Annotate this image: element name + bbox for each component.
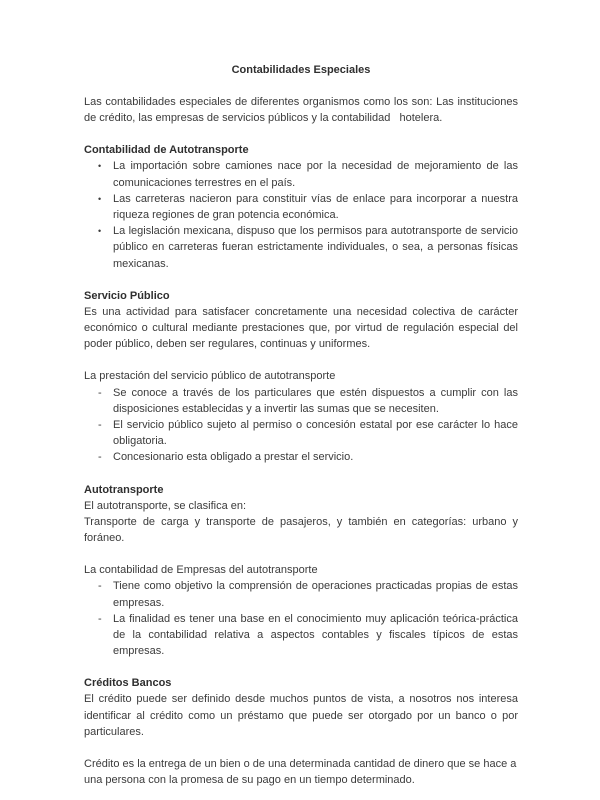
- page-title: Contabilidades Especiales: [231, 64, 371, 76]
- bullet-marker-icon: •: [98, 226, 102, 237]
- list-item-text: Las carreteras nacieron para constituir vías de enlace para incorporar a nuestra riqueza regiones de gran potencia económica.: [113, 192, 518, 222]
- section-autotransporte: [84, 482, 522, 660]
- list-item-text: Tiene como objetivo la comprensión de operaciones practicadas propias de estas empresas.: [113, 580, 518, 609]
- spacer: [84, 352, 518, 368]
- section-servicio-publico: [84, 288, 522, 466]
- dash-marker-icon: -: [98, 580, 102, 593]
- list-item-text: El servicio público sujeto al permiso o concesión estatal por ese carácter lo hace obligatoria.: [113, 419, 518, 448]
- list-item: [84, 158, 518, 190]
- dash-marker-icon: -: [98, 451, 102, 464]
- list-item: [84, 191, 518, 223]
- section-heading: Créditos Bancos: [84, 677, 172, 690]
- bullet-list-servicio-publico: [84, 385, 518, 466]
- section-heading: Contabilidad de Autotransporte: [84, 144, 249, 157]
- list-item-text: Concesionario esta obligado a prestar el servicio.: [113, 451, 354, 464]
- bullet-marker-icon: •: [98, 161, 102, 172]
- spacer: [84, 272, 518, 288]
- section-heading: Autotransporte: [84, 483, 164, 496]
- list-item-text: La legislación mexicana, dispuso que los permisos para autotransporte de servicio público en carreteras fueran estrictamente individuales, o sea, a personas físicas mexicanas.: [113, 225, 518, 270]
- section-paragraph: El crédito puede ser definido desde muchos puntos de vista, a nosotros nos interesa identificar al crédito como un préstamo que puede ser otorgado por un banco o por particulares.: [84, 693, 522, 738]
- section-heading: Servicio Público: [84, 289, 170, 302]
- bullet-marker-icon: •: [98, 193, 102, 204]
- spacer: [84, 546, 518, 562]
- list-item: [84, 449, 518, 465]
- list-intro-text: La prestación del servicio público de autotransporte: [84, 370, 336, 383]
- list-item-text: La finalidad es tener una base en el conocimiento muy aplicación teórica-práctica de la contabilidad relativa a aspectos contables y fiscales típicos de estas empresas.: [113, 612, 518, 658]
- list-item: [84, 223, 518, 272]
- section-creditos-bancos: [84, 675, 522, 788]
- spacer: [84, 659, 518, 675]
- bullet-list-empresas-autotransporte: [84, 578, 518, 659]
- intro-paragraph: Las contabilidades especiales de diferentes organismos como los son: Las instituciones de crédito, las empresas de servicios públicos y la contabilidad hotelera.: [84, 96, 522, 125]
- section-contabilidad-de-autotransporte: [84, 142, 518, 271]
- list-item: [84, 385, 518, 417]
- section-paragraph: Es una actividad para satisfacer concretamente una necesidad colectiva de carácter económico o cultural mediante prestaciones que, por virtud de regulación especial del poder público, deben ser regulares, continuas y uniformes.: [84, 305, 522, 351]
- dash-marker-icon: -: [98, 386, 102, 399]
- section-paragraph: El autotransporte, se clasifica en:: [84, 499, 247, 512]
- document-body: [84, 62, 522, 789]
- list-item-text: Se conoce a través de los particulares que estén dispuestos a cumplir con las disposiciones establecidas y a invertir las sumas que se necesiten.: [113, 386, 518, 415]
- list-intro-text: La contabilidad de Empresas del autotransporte: [84, 564, 318, 577]
- dash-marker-icon: -: [98, 419, 102, 432]
- list-item: [84, 417, 518, 449]
- section-paragraph: Transporte de carga y transporte de pasajeros, y también en categorías: urbano y foráneo.: [84, 515, 522, 545]
- section-paragraph: Crédito es la entrega de un bien o de una determinada cantidad de dinero que se hace a una persona con la promesa de su pago en un tiempo determinado.: [84, 758, 520, 787]
- spacer: [84, 126, 518, 142]
- list-item: [84, 578, 518, 610]
- dash-marker-icon: -: [98, 612, 102, 625]
- list-item-text: La importación sobre camiones nace por la necesidad de mejoramiento de las comunicaciones terrestres en el país.: [113, 160, 518, 189]
- spacer: [84, 740, 518, 756]
- bullet-list-autotransporte: [84, 158, 518, 271]
- spacer: [84, 466, 518, 482]
- list-item: [84, 611, 518, 660]
